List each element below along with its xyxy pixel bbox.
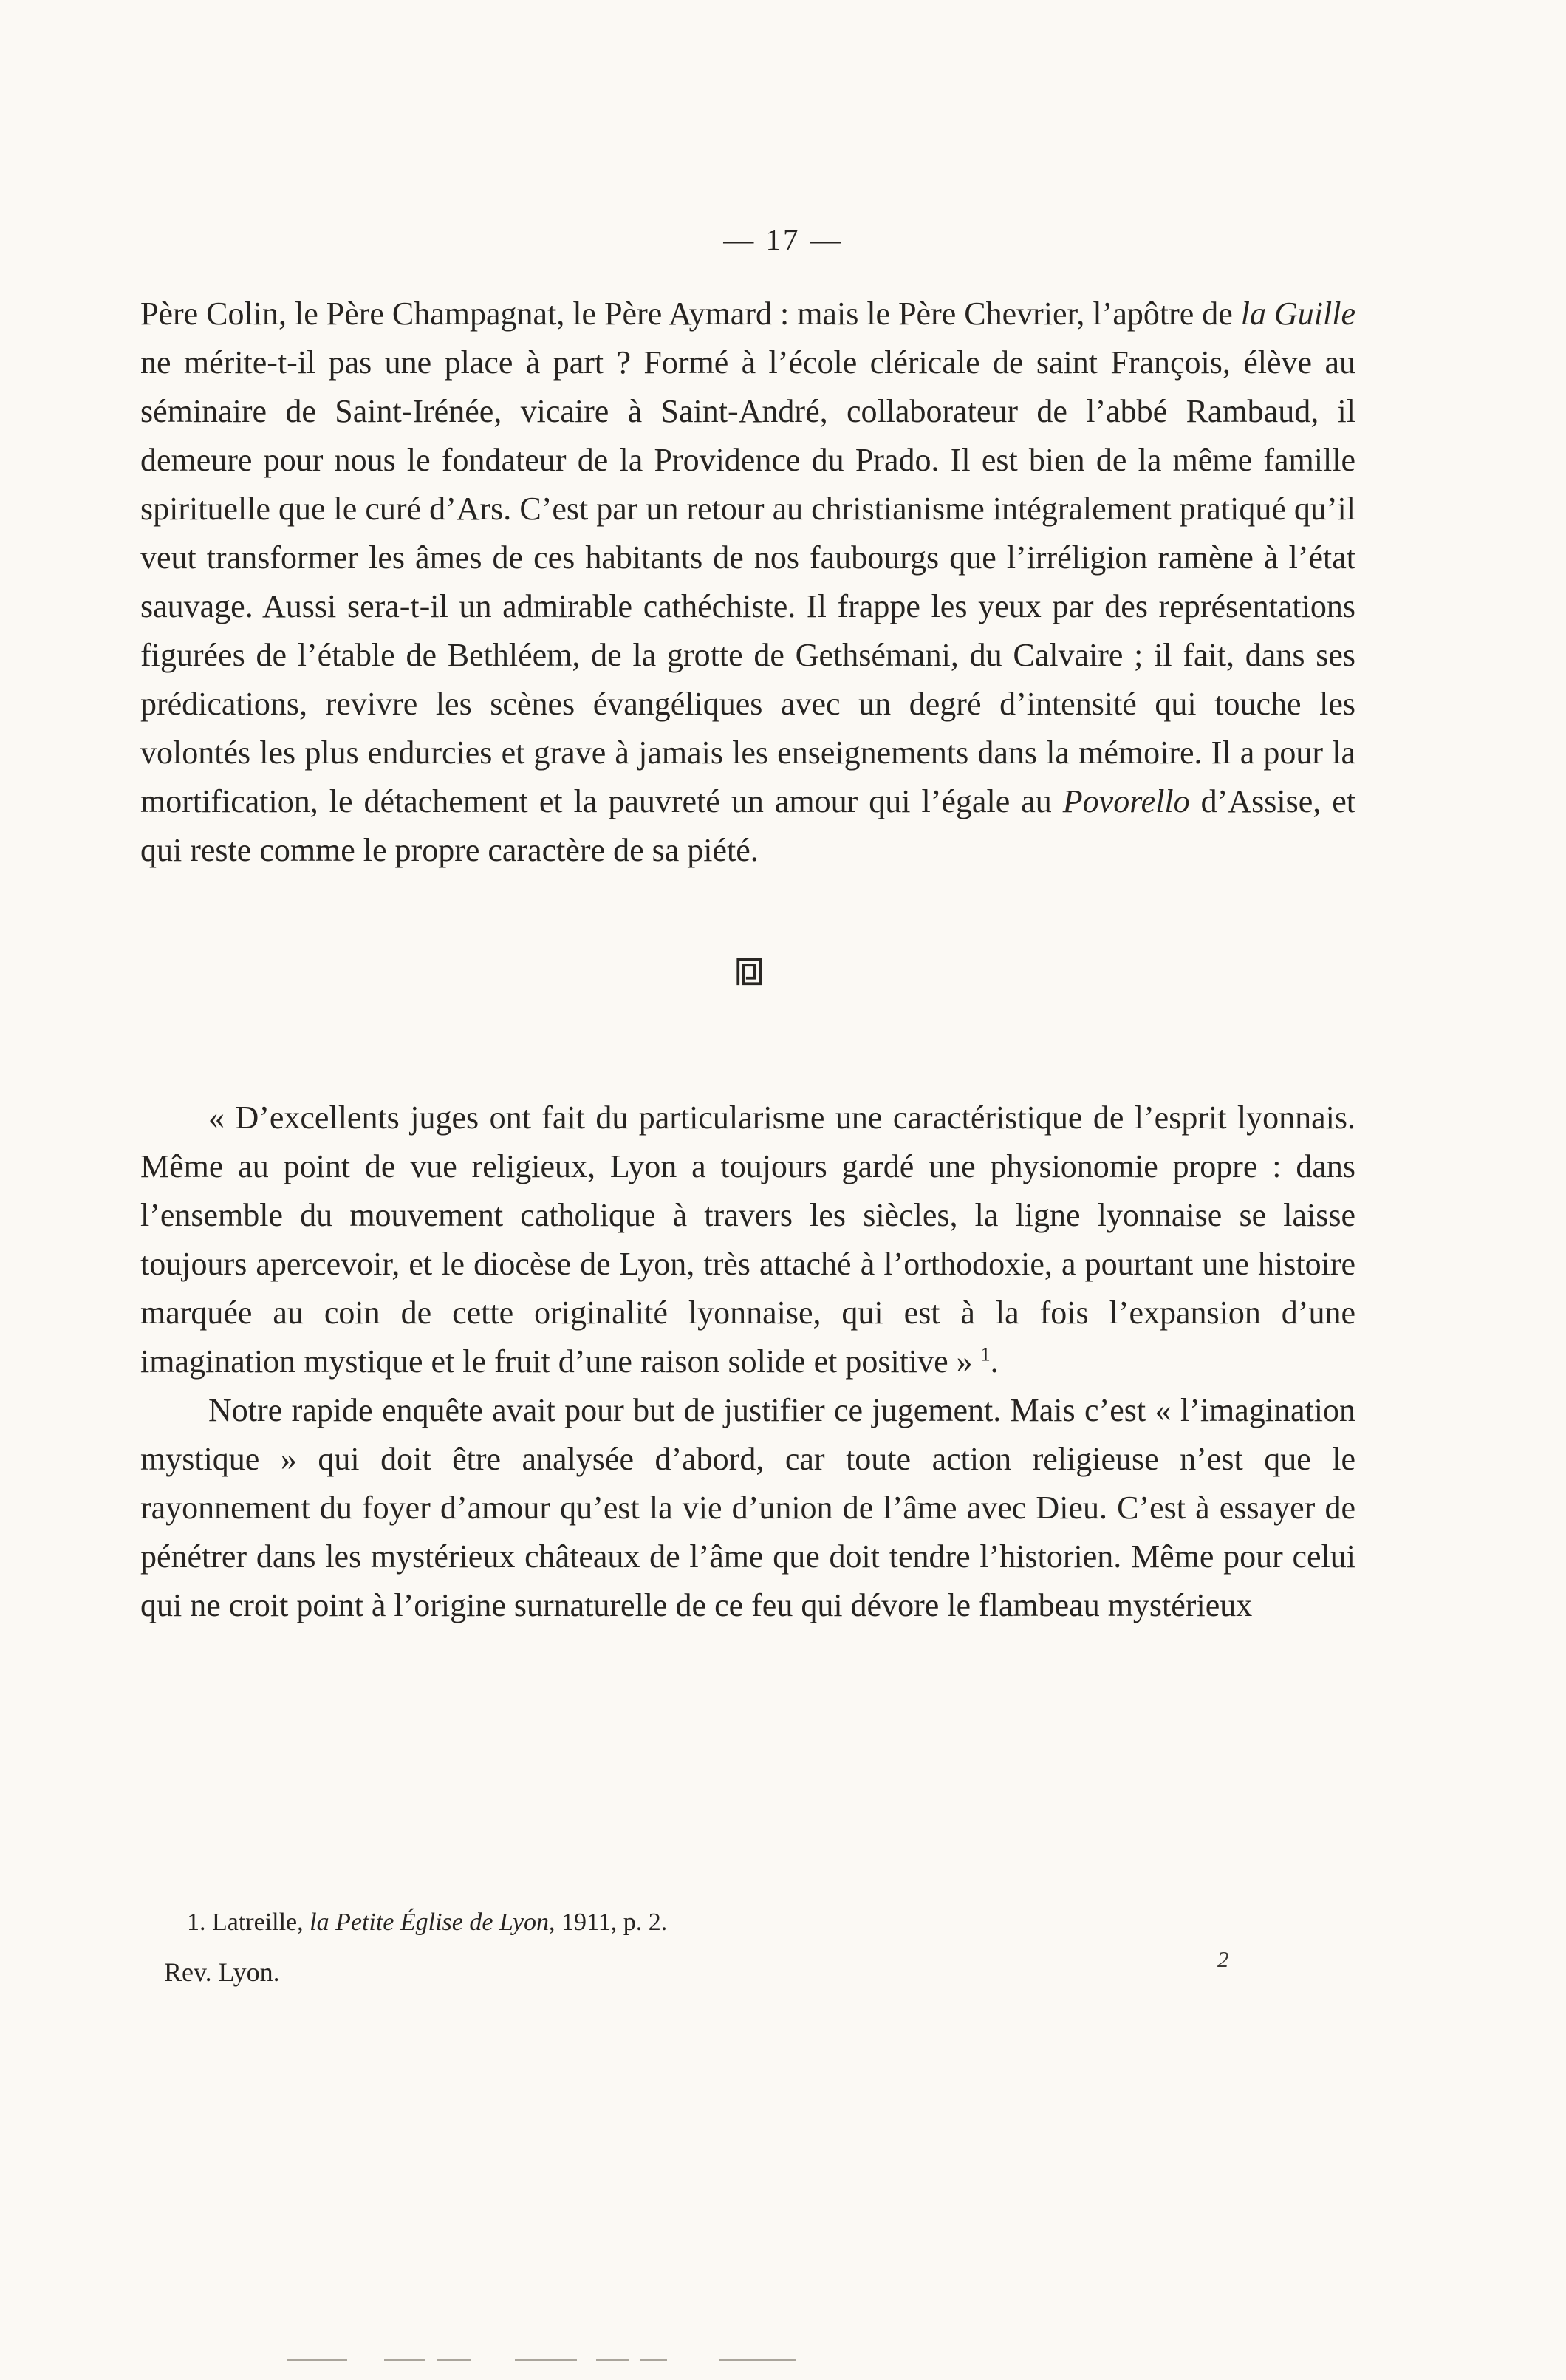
square-spiral-ornament-icon	[734, 957, 763, 986]
scan-artifact-dash	[719, 2359, 796, 2361]
scan-artifacts	[287, 2359, 796, 2362]
paragraph-text: d’Assise, et qui reste comme le propre caractère de sa piété.	[140, 783, 1355, 868]
paragraph-text: Père Colin, le Père Champagnat, le Père Aymard : mais le Père Chevrier, l’apôtre de	[140, 296, 1241, 332]
italic-title-povorello: Povorello	[1062, 783, 1190, 819]
paragraph-text: « D’excellents juges ont fait du particularisme une caractéristique de l’esprit lyonnais. Même au point de vue religieux, Lyon a toujours gardé une physionomie propre : dans l’ensemble du mouvement catholique à travers les siècles, la ligne lyonnaise se laisse toujours apercevoir, et le diocèse de Lyon, très attaché à l’orthodoxie, a pourtant une histoire marquée au coin de cette originalité lyonnaise, qui est à la fois l’expansion d’une imagination mystique et le fruit d’une raison solide et positive »	[140, 1099, 1355, 1380]
scan-artifact-dash	[384, 2359, 425, 2361]
paragraph-commentary	[140, 1386, 1355, 1630]
page-number: — 17 —	[723, 222, 843, 256]
running-title: Rev. Lyon.	[164, 1957, 280, 1987]
text-block	[140, 290, 1355, 1630]
footnote-reference: 1	[980, 1343, 991, 1365]
scan-artifact-dash	[596, 2359, 629, 2361]
footnote-italic-title: la Petite Église de Lyon	[310, 1909, 549, 1936]
scan-artifact-dash	[437, 2359, 471, 2361]
paragraph-quote	[140, 1094, 1355, 1386]
paragraph-text: Notre rapide enquête avait pour but de justifier ce jugement. Mais c’est « l’imagination mystique » qui doit être analysée d’abord, car toute action religieuse n’est que le rayonnement du foyer d’amour qu’est la vie d’union de l’âme avec Dieu. C’est à essayer de pénétrer dans les mystérieux châteaux de l’âme que doit tendre l’historien. Même pour celui qui ne croit point à l’origine surnaturelle de ce feu qui dévore le flambeau mystérieux	[140, 1392, 1355, 1623]
scan-artifact-dash	[287, 2359, 347, 2361]
footnote-text: 1. Latreille,	[187, 1909, 310, 1936]
printer-signature-mark: 2	[1217, 1946, 1229, 1972]
footnote-text: , 1911, p. 2.	[548, 1909, 668, 1936]
scan-artifact-dash	[640, 2359, 667, 2361]
footnote	[187, 1906, 667, 1939]
italic-title-la-guille: la Guille	[1240, 296, 1356, 332]
scan-artifact-dash	[515, 2359, 577, 2361]
section-divider	[140, 952, 1355, 1000]
paragraph-text: .	[990, 1343, 999, 1380]
paragraph-text: ne mérite-t-il pas une place à part ? Formé à l’école cléricale de saint François, élève au séminaire de Saint-Irénée, vicaire à Saint-André, collaborateur de l’abbé Rambaud, il demeure pour nous le fondateur de la Providence du Prado. Il est bien de la même famille spirituelle que le curé d’Ars. C’est par un retour au christianisme intégralement pratiqué qu’il veut transformer les âmes de ces habitants de nos faubourgs que l’irréligion ramène à l’état sauvage. Aussi sera-t-il un admirable cathéchiste. Il frappe les yeux par des représentations figurées de l’étable de Bethléem, de la grotte de Gethsémani, du Calvaire ; il fait, dans ses prédications, revivre les scènes évangéliques avec un degré d’intensité qui touche les volontés les plus endurcies et grave à jamais les enseignements dans la mémoire. Il a pour la mortification, le détachement et la pauvreté un amour qui l’égale au	[140, 344, 1355, 819]
paragraph-continuation	[140, 290, 1355, 875]
